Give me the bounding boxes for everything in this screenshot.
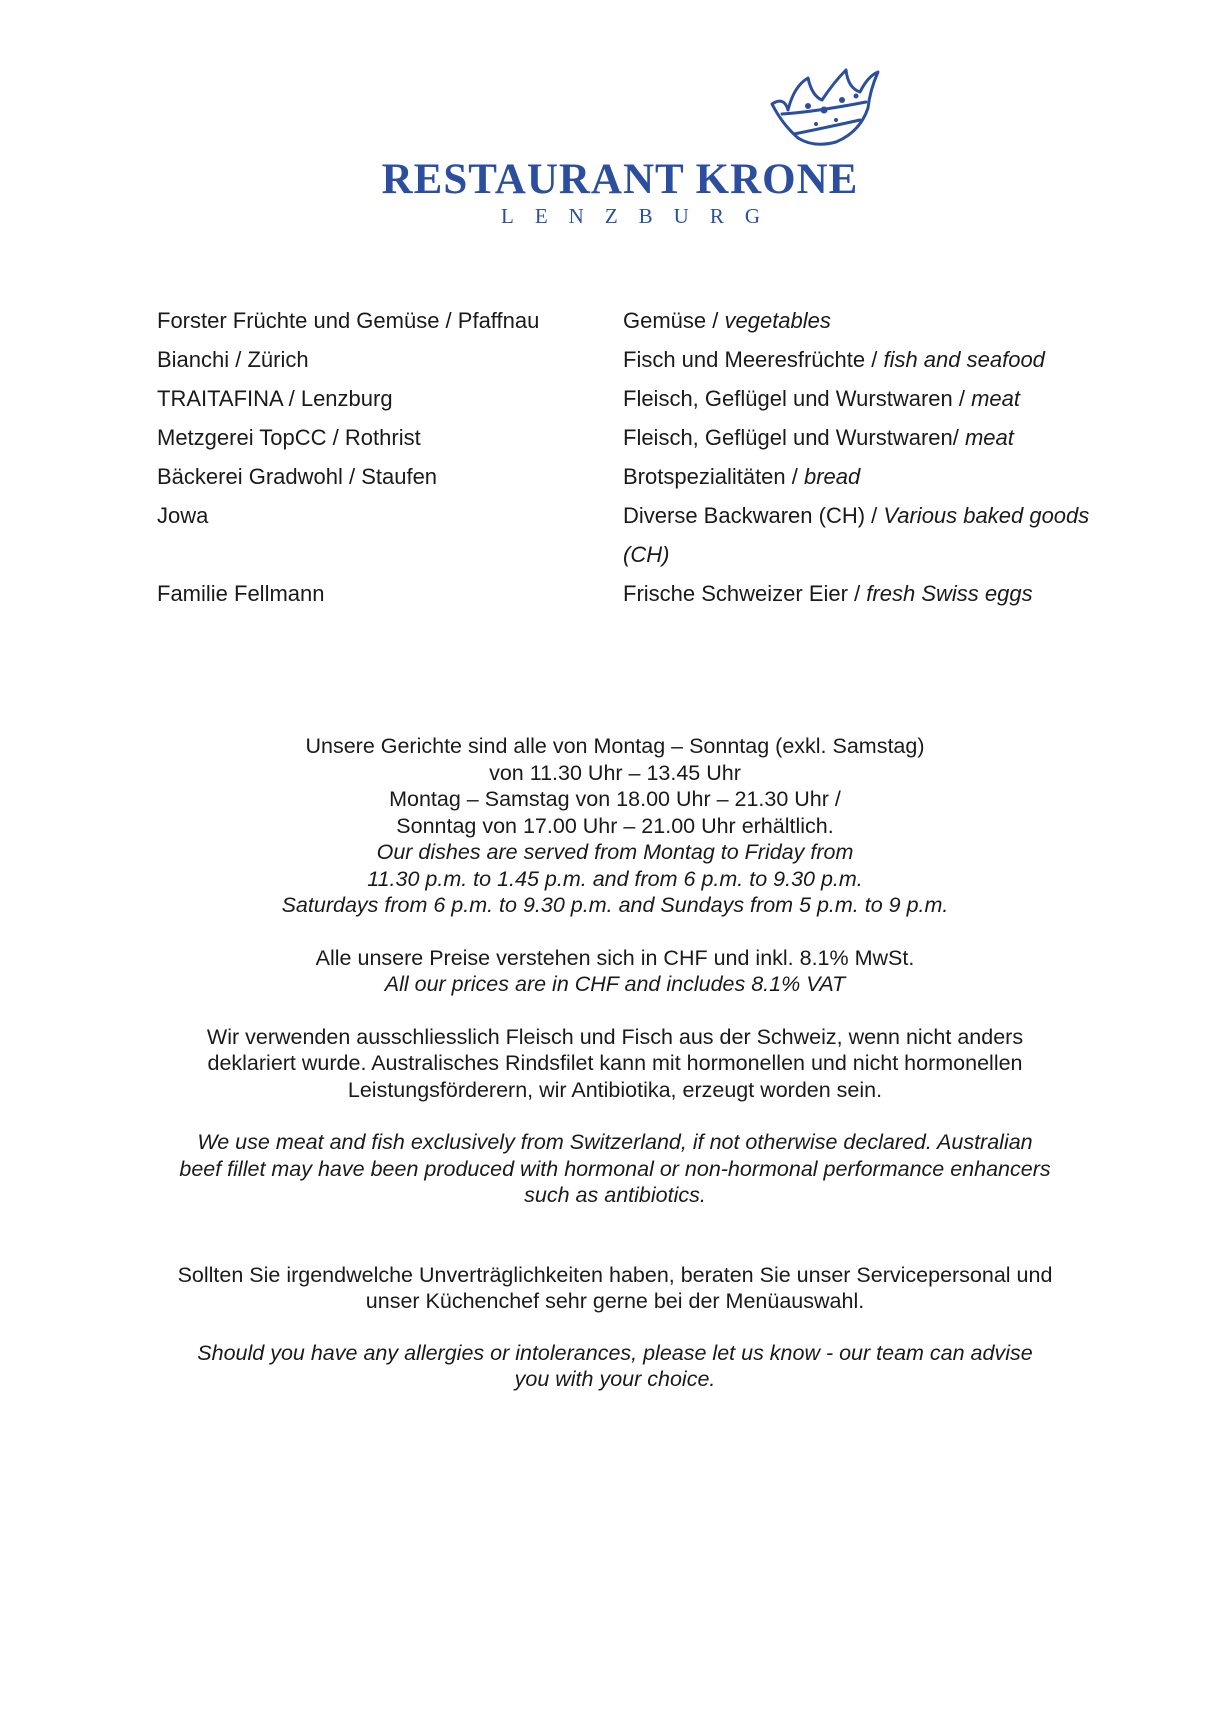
- supplier-row: [157, 379, 1097, 418]
- supplier-product: Fisch und Meeresfrüchte / fish and seafood: [623, 347, 1045, 372]
- supplier-product: Fleisch, Geflügel und Wurstwaren / meat: [623, 386, 1021, 411]
- supplier-list: [157, 301, 1097, 613]
- hours-de-line: Unsere Gerichte sind alle von Montag – Sonntag (exkl. Samstag): [305, 734, 925, 758]
- supplier-row: [157, 574, 1097, 613]
- supplier-product: Gemüse / vegetables: [623, 308, 831, 333]
- supplier-name: Forster Früchte und Gemüse / Pfaffnau: [157, 308, 540, 333]
- allergies-en-line: you with your choice.: [514, 1367, 716, 1391]
- allergies-de-line: unser Küchenchef sehr gerne bei der Menüauswahl.: [365, 1289, 865, 1313]
- supplier-product: Brotspezialitäten / bread: [623, 464, 861, 489]
- supplier-name: Bäckerei Gradwohl / Staufen: [157, 464, 438, 489]
- restaurant-header: [0, 66, 1222, 246]
- supplier-name: Jowa: [157, 503, 209, 528]
- allergies-de-line: Sollten Sie irgendwelche Unverträglichkeiten haben, beraten Sie unser Servicepersonal und: [177, 1262, 1053, 1287]
- supplier-row: [157, 301, 1097, 340]
- meat-origin-de-line: Leistungsförderern, wir Antibiotika, erzeugt worden sein.: [347, 1077, 883, 1102]
- supplier-name: TRAITAFINA / Lenzburg: [157, 386, 393, 411]
- hours-de-line: Montag – Samstag von 18.00 Uhr – 21.30 Uhr /: [389, 787, 841, 811]
- meat-origin-de-line: Wir verwenden ausschliesslich Fleisch und Fisch aus der Schweiz, wenn nicht anders: [206, 1024, 1024, 1049]
- supplier-name: Familie Fellmann: [157, 581, 325, 606]
- hours-de-line: Sonntag von 17.00 Uhr – 21.00 Uhr erhältlich.: [396, 813, 834, 838]
- hours-en-line: 11.30 p.m. to 1.45 p.m. and from 6 p.m. to 9.30 p.m.: [367, 866, 863, 891]
- menu-information: [120, 733, 1110, 1393]
- meat-origin-en-line: such as antibiotics.: [524, 1183, 706, 1207]
- crown-icon: [764, 66, 882, 152]
- supplier-row: [157, 418, 1097, 457]
- supplier-name: Bianchi / Zürich: [157, 347, 309, 372]
- restaurant-location: LENZBURG: [501, 204, 781, 228]
- allergies-en-line: Should you have any allergies or intolerances, please let us know - our team can advise: [197, 1340, 1033, 1365]
- supplier-row: [157, 340, 1097, 379]
- hours-en-line: Saturdays from 6 p.m. to 9.30 p.m. and Sundays from 5 p.m. to 9 p.m.: [281, 893, 949, 917]
- supplier-product: Fleisch, Geflügel und Wurstwaren/ meat: [623, 425, 1014, 450]
- supplier-row: [157, 457, 1097, 496]
- supplier-product: Frische Schweizer Eier / fresh Swiss eggs: [623, 581, 1033, 606]
- meat-origin-en-line: We use meat and fish exclusively from Switzerland, if not otherwise declared. Australian: [197, 1130, 1033, 1154]
- meat-origin-de-line: deklariert wurde. Australisches Rindsfilet kann mit hormonellen und nicht hormonellen: [207, 1051, 1023, 1075]
- hours-de-line: von 11.30 Uhr – 13.45 Uhr: [489, 760, 741, 785]
- supplier-name: Metzgerei TopCC / Rothrist: [157, 425, 421, 450]
- prices-de: Alle unsere Preise verstehen sich in CHF und inkl. 8.1% MwSt.: [315, 945, 915, 970]
- supplier-row: [157, 496, 1097, 574]
- supplier-product: Diverse Backwaren (CH) / Various baked goods (CH): [623, 503, 1090, 567]
- prices-en: All our prices are in CHF and includes 8.1% VAT: [384, 972, 846, 996]
- hours-en-line: Our dishes are served from Montag to Friday from: [376, 840, 854, 864]
- meat-origin-en-line: beef fillet may have been produced with hormonal or non-hormonal performance enhancers: [179, 1156, 1051, 1181]
- restaurant-name: RESTAURANT KRONE: [381, 156, 859, 203]
